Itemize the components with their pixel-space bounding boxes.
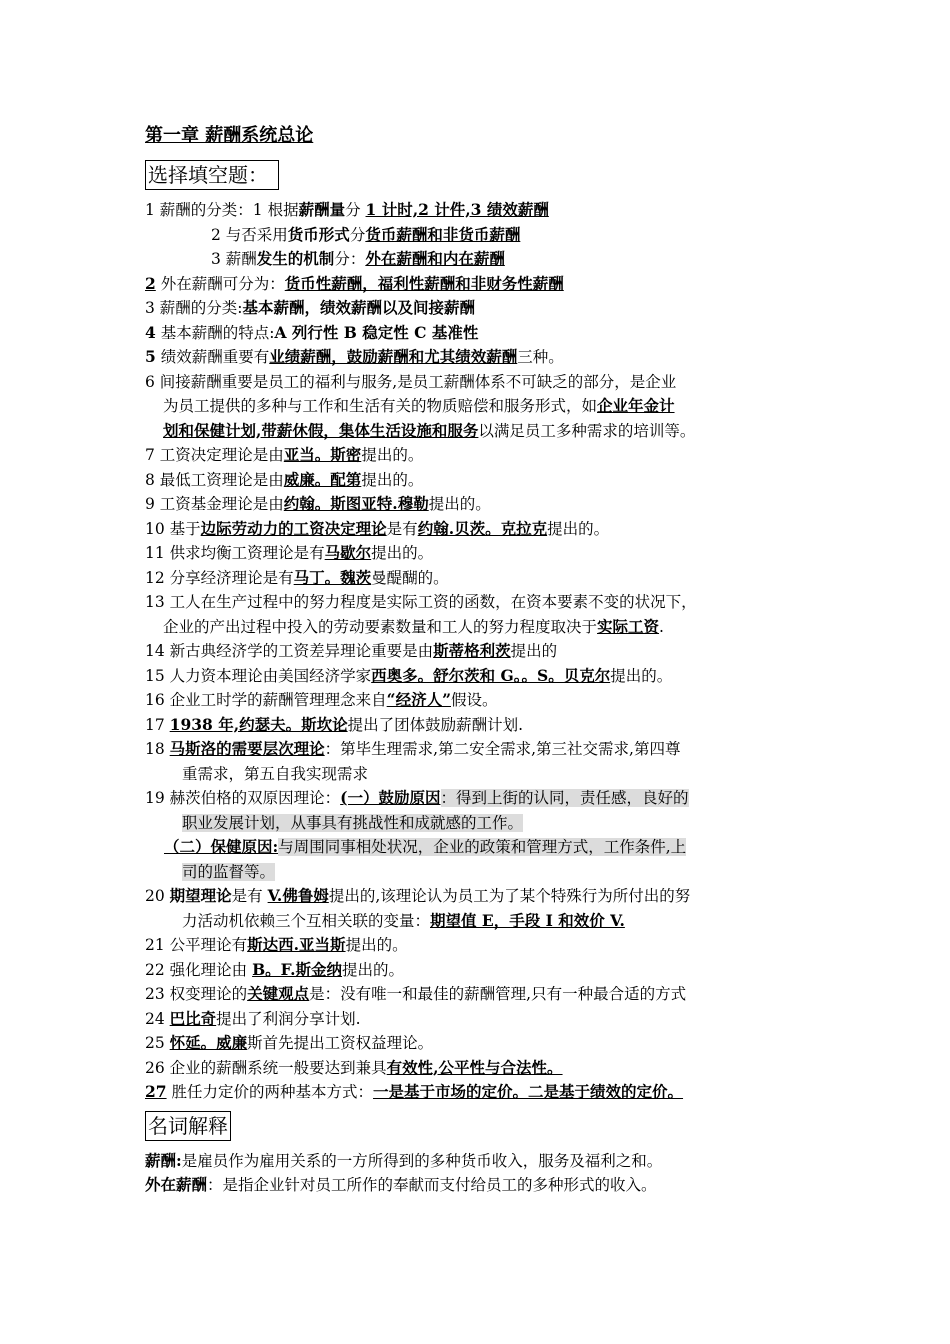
- question-15: 15 人力资本理论由美国经济学家西奥多。舒尔茨和 G。。S。贝克尔提出的。: [145, 665, 673, 685]
- question-9: 9 工资基金理论是由约翰。斯图亚特.穆勒提出的。: [145, 494, 491, 513]
- question-19c: （二）保健原因:与周围同事相处状况，企业的政策和管理方式，工作条件,上: [164, 837, 687, 856]
- question-2: 2 外在薪酬可分为：货币性薪酬，福利性薪酬和非财务性薪酬: [145, 273, 564, 293]
- question-13b: 企业的产出过程中投入的劳动要素数量和工人的努力程度取决于实际工资.: [163, 616, 664, 636]
- definition-salary: 薪酬:是雇员作为雇用关系的一方所得到的多种货币收入，服务及福利之和。: [145, 1150, 663, 1170]
- question-12: 12 分享经济理论是有马丁。魏茨曼醍醐的。: [145, 567, 449, 587]
- question-19b: 职业发展计划，从事具有挑战性和成就感的工作。: [182, 813, 524, 832]
- question-21: 21 公平理论有斯达西.亚当斯提出的。: [145, 935, 408, 954]
- definition-external-salary: 外在薪酬：是指企业针对员工所作的奉献而支付给员工的多种形式的收入。: [145, 1175, 657, 1194]
- question-3: 3 薪酬的分类:基本薪酬，绩效薪酬以及间接薪酬: [145, 298, 476, 317]
- document-body: [145, 122, 825, 1198]
- question-6b: 为员工提供的多种与工作和生活有关的物质赔偿和服务形式，如企业年金计: [163, 396, 675, 415]
- question-24: 24 巴比奇提出了利润分享计划.: [145, 1008, 361, 1028]
- question-7: 7 工资决定理论是由亚当。斯密提出的。: [145, 445, 424, 464]
- question-1a: 1 薪酬的分类：1 根据薪酬量分 1 计时,2 计件,3 绩效薪酬: [145, 200, 549, 219]
- question-18a: 18 马斯洛的需要层次理论：第毕生理需求,第二安全需求,第三社交需求,第四尊: [145, 739, 681, 758]
- question-8: 8 最低工资理论是由威廉。配第提出的。: [145, 469, 424, 489]
- question-11: 11 供求均衡工资理论是有马歇尔提出的。: [145, 543, 434, 562]
- question-1b: 2 与否采用货币形式分货币薪酬和非货币薪酬: [211, 224, 521, 244]
- question-4: 4 基本薪酬的特点:A 列行性 B 稳定性 C 基准性: [145, 322, 479, 342]
- question-26: 26 企业的薪酬系统一般要达到兼具有效性,公平性与合法性。: [145, 1057, 563, 1077]
- chapter-title: 第一章 薪酬系统总论: [145, 125, 314, 146]
- question-19d: 司的监督等。: [182, 862, 276, 881]
- question-13a: 13 工人在生产过程中的努力程度是实际工资的函数，在资本要素不变的状况下，: [145, 593, 697, 611]
- question-20b: 力活动机依赖三个互相关联的变量：期望值 E，手段 I 和效价 V.: [182, 910, 625, 930]
- question-18b: 重需求，第五自我实现需求: [182, 764, 369, 783]
- question-6c: 划和保健计划,带薪休假，集体生活设施和服务以满足员工多种需求的培训等。: [163, 420, 696, 440]
- question-5: 5 绩效薪酬重要有业绩薪酬，鼓励薪酬和尤其绩效薪酬三种。: [145, 347, 564, 366]
- question-19a: 19 赫茨伯格的双原因理论：(一）鼓励原因：得到上街的认同，责任感，良好的: [145, 788, 689, 807]
- question-1c: 3 薪酬发生的机制分：外在薪酬和内在薪酬: [211, 249, 505, 268]
- question-16: 16 企业工时学的薪酬管理理念来自“经济人”假设。: [145, 690, 498, 709]
- section-heading-fill-in: 选择填空题：: [145, 160, 279, 190]
- question-22: 22 强化理论由 B。F.斯金纳提出的。: [145, 959, 405, 979]
- question-23: 23 权变理论的关键观点是：没有唯一和最佳的薪酬管理,只有一种最合适的方式: [145, 984, 687, 1003]
- question-25: 25 怀延。威廉斯首先提出工资权益理论。: [145, 1033, 434, 1052]
- section-heading-definitions: 名词解释: [145, 1111, 231, 1141]
- question-14: 14 新古典经济学的工资差异理论重要是由斯蒂格利茨提出的: [145, 641, 558, 660]
- question-17: 17 1938 年,约瑟夫。斯坎论提出了团体鼓励薪酬计划.: [145, 714, 524, 734]
- question-27: 27 胜任力定价的两种基本方式：一是基于市场的定价。二是基于绩效的定价。: [145, 1082, 684, 1101]
- question-6a: 6 间接薪酬重要是员工的福利与服务,是员工薪酬体系不可缺乏的部分，是企业: [145, 372, 677, 391]
- question-10: 10 基于边际劳动力的工资决定理论是有约翰.贝茨。克拉克提出的。: [145, 518, 610, 538]
- question-20a: 20 期望理论是有 V.佛鲁姆提出的,该理论认为员工为了某个特殊行为所付出的努: [145, 886, 691, 905]
